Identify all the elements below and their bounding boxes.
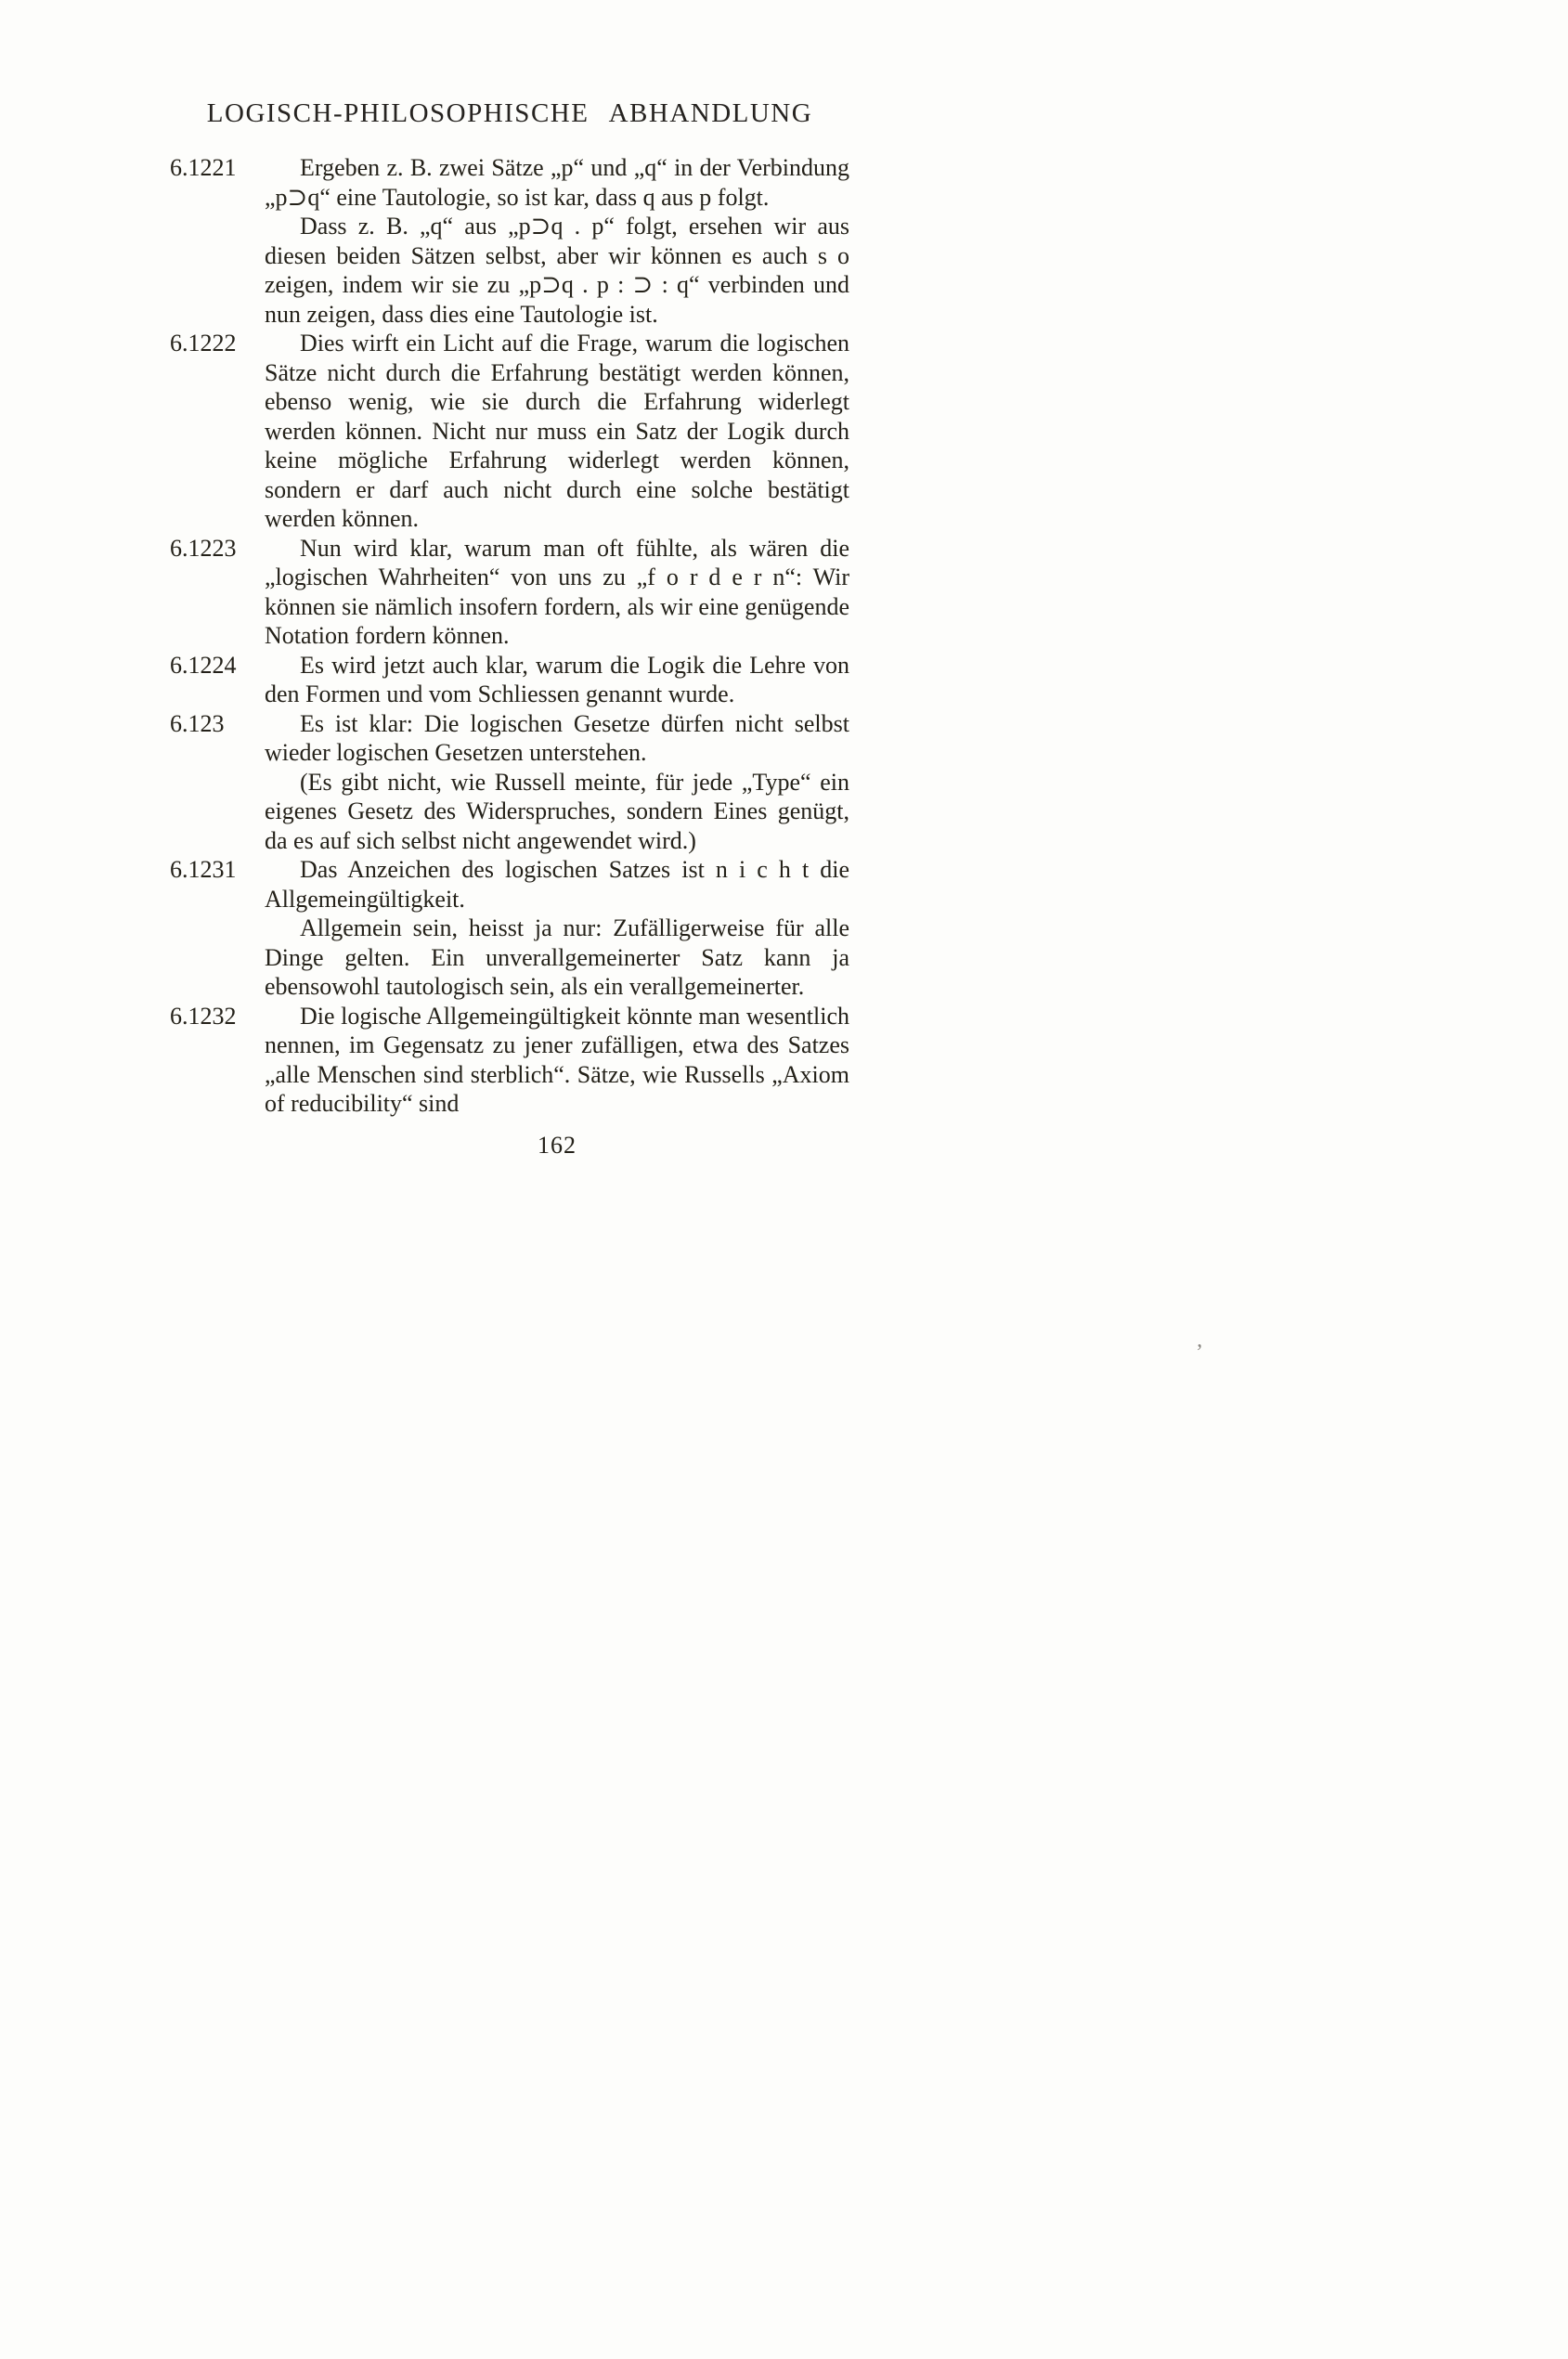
proposition-6-1231 — [170, 855, 849, 1002]
proposition-number: 6.1231 — [170, 856, 237, 883]
proposition-body — [265, 651, 849, 709]
proposition-paragraph: Allgemein sein, heisst ja nur: Zufälligerweise für alle Dinge gelten. Ein unverallgemeinerter Satz kann ja ebensowohl tautologisch sein, als ein verallgemeinerter. — [265, 914, 849, 1000]
proposition-paragraph: (Es gibt nicht, wie Russell meinte, für jede „Type“ ein eigenes Gesetz des Widerspruches, sondern Eines genügt, da es auf sich selbst nicht angewendet wird.) — [265, 768, 849, 854]
proposition-body — [265, 855, 849, 1002]
proposition-paragraph: Es wird jetzt auch klar, warum die Logik die Lehre von den Formen und vom Schliessen genannt wurde. — [265, 651, 849, 707]
proposition-6-1232 — [170, 1002, 849, 1119]
proposition-paragraph: Die logische Allgemeingültigkeit könnte man wesentlich nennen, im Gegensatz zu jener zufälligen, etwa des Satzes „alle Menschen sind sterblich“. Sätze, wie Russells „Axiom of reducibility“ sind — [265, 1002, 849, 1117]
scan-speck: ’ — [1196, 1341, 1203, 1365]
proposition-paragraph: Dass z. B. „q“ aus „p⊃q . p“ folgt, ersehen wir aus diesen beiden Sätzen selbst, aber wir können es auch s o zeigen, indem wir sie zu „p⊃q . p : ⊃ : q“ verbinden und nun zeigen, dass dies eine Tautologie ist. — [265, 213, 849, 328]
proposition-6-123 — [170, 709, 849, 856]
proposition-paragraph: Dies wirft ein Licht auf die Frage, warum die logischen Sätze nicht durch die Erfahrung bestätigt werden können, ebenso wenig, wie sie durch die Erfahrung widerlegt werden können. Nicht nur muss ein Satz der Logik durch keine mögliche Erfahrung widerlegt werden können, sondern er darf auch nicht durch eine solche bestätigt werden können. — [265, 330, 849, 532]
proposition-number: 6.1222 — [170, 330, 237, 356]
proposition-paragraph: Das Anzeichen des logischen Satzes ist n i c h t die Allgemeingültigkeit. — [265, 856, 849, 913]
proposition-number: 6.123 — [170, 709, 225, 737]
proposition-body — [265, 709, 849, 856]
proposition-6-1223 — [170, 534, 849, 651]
proposition-paragraph: Ergeben z. B. zwei Sätze „p“ und „q“ in der Verbindung „p⊃q“ eine Tautologie, so ist kar, dass q aus p folgt. — [265, 154, 849, 211]
proposition-6-1221 — [170, 153, 849, 329]
proposition-number: 6.1223 — [170, 534, 237, 562]
page-number: 162 — [538, 1131, 577, 1159]
proposition-body — [265, 534, 849, 651]
proposition-body — [265, 153, 849, 329]
proposition-6-1222 — [170, 329, 849, 534]
proposition-body — [265, 1002, 849, 1119]
proposition-paragraph: Es ist klar: Die logischen Gesetze dürfen nicht selbst wieder logischen Gesetzen unterstehen. — [265, 709, 849, 766]
proposition-number: 6.1221 — [170, 154, 237, 181]
page-content — [170, 98, 849, 1160]
proposition-number: 6.1232 — [170, 1002, 237, 1030]
proposition-body — [265, 329, 849, 534]
proposition-6-1224 — [170, 651, 849, 709]
proposition-number: 6.1224 — [170, 651, 237, 679]
proposition-paragraph: Nun wird klar, warum man oft fühlte, als wären die „logischen Wahrheiten“ von uns zu „f o r d e r n“: Wir können sie nämlich insofern fordern, als wir eine genügende Notation fordern können. — [265, 534, 849, 649]
running-head: LOGISCH-PHILOSOPHISCHE ABHANDLUNG — [206, 98, 813, 128]
